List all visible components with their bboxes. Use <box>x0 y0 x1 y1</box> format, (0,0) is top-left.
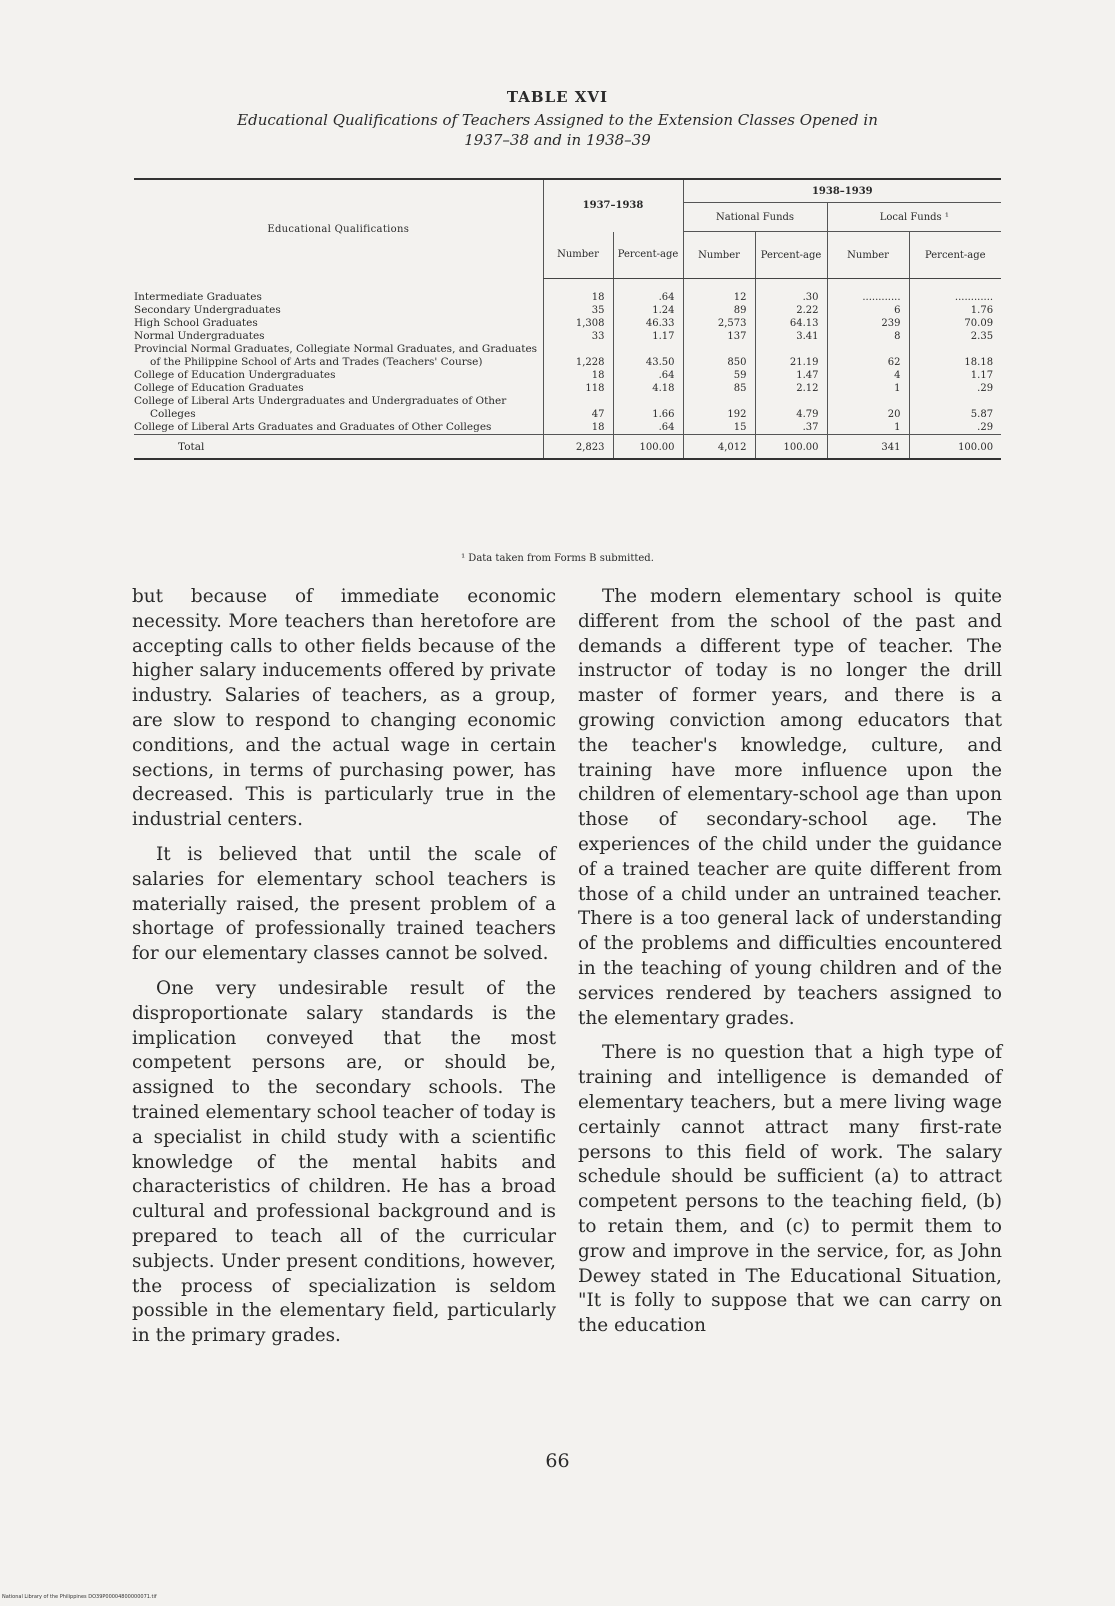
header-local-funds: Local Funds ¹ <box>827 203 1001 232</box>
cell: 8 <box>827 330 909 343</box>
cell: 3.41 <box>755 330 827 343</box>
header-year-1937: 1937–1938 <box>543 179 683 232</box>
paragraph: There is no question that a high type of training and intelligence is demanded of elementary teachers, but a mere living wage certainly cannot attract many first-rate persons to this field of work. The salary schedule should be sufficient (a) to attract competent persons to the teaching field, (b) to retain them, and (c) to permit them to grow and improve in the service, for, as John Dewey stated in The Educational Situation, "It is folly to suppose that we can carry on the education <box>578 1042 1002 1337</box>
table-row <box>134 330 1001 343</box>
header-percentage: Percent-age <box>909 232 1001 279</box>
cell: 5.87 <box>909 395 1001 421</box>
right-column <box>578 585 1002 1349</box>
paragraph: It is believed that until the scale of salaries for elementary school teachers is materially raised, the present problem of a shortage of professionally trained teachers for our elementary classes cannot be solved. <box>132 843 556 965</box>
cell: 43.50 <box>613 343 683 369</box>
cell: 64.13 <box>755 317 827 330</box>
table-row <box>134 317 1001 330</box>
cell: 59 <box>683 369 755 382</box>
page-number: 66 <box>545 1450 570 1472</box>
cell: 4.79 <box>755 395 827 421</box>
table-title: TABLE XVI <box>506 88 609 106</box>
table-row <box>134 382 1001 395</box>
header-number: Number <box>827 232 909 279</box>
paragraph: but because of immediate economic necessity. More teachers than heretofore are accepting calls to other fields because of the higher salary inducements offered by private industry. Salaries of teachers, as a group, are slow to respond to changing economic conditions, and the actual wage in certain sections, in terms of purchasing power, has decreased. This is particularly true in the industrial centers. <box>132 586 556 831</box>
header-national-funds: National Funds <box>683 203 827 232</box>
row-label: Intermediate Graduates <box>134 291 262 303</box>
cell: 341 <box>827 435 909 460</box>
cell: 239 <box>827 317 909 330</box>
qualifications-table <box>134 178 1001 460</box>
cell: 62 <box>827 343 909 369</box>
row-label: Secondary Undergraduates <box>134 304 281 316</box>
header-percentage: Percent-age <box>613 232 683 279</box>
row-label: Normal Undergraduates <box>134 330 265 342</box>
cell: 1.24 <box>613 304 683 317</box>
row-label: College of Education Undergraduates <box>134 369 336 381</box>
cell: 85 <box>683 382 755 395</box>
cell: 70.09 <box>909 317 1001 330</box>
cell: 137 <box>683 330 755 343</box>
cell: 18 <box>543 369 613 382</box>
table-row <box>134 369 1001 382</box>
cell: 1,228 <box>543 343 613 369</box>
total-row <box>134 435 1001 460</box>
cell: 192 <box>683 395 755 421</box>
cell: .64 <box>613 279 683 305</box>
total-label: Total <box>134 435 543 460</box>
cell: .64 <box>613 369 683 382</box>
cell: 1.17 <box>613 330 683 343</box>
cell: 21.19 <box>755 343 827 369</box>
cell: 118 <box>543 382 613 395</box>
cell: .37 <box>755 421 827 435</box>
header-number: Number <box>683 232 755 279</box>
cell: 47 <box>543 395 613 421</box>
cell: 4,012 <box>683 435 755 460</box>
cell: 4.18 <box>613 382 683 395</box>
cell: 20 <box>827 395 909 421</box>
cell: 1.76 <box>909 304 1001 317</box>
caption-line-2: 1937–38 and in 1938–39 <box>464 131 651 149</box>
cell: 100.00 <box>909 435 1001 460</box>
header-qualifications: Educational Qualifications <box>134 179 543 279</box>
cell: 33 <box>543 330 613 343</box>
cell: 15 <box>683 421 755 435</box>
table-footnote: ¹ Data taken from Forms B submitted. <box>461 553 654 564</box>
cell: 1.66 <box>613 395 683 421</box>
table-row <box>134 304 1001 317</box>
cell: ............ <box>827 279 909 305</box>
cell: 2.22 <box>755 304 827 317</box>
cell: 1,308 <box>543 317 613 330</box>
cell: 4 <box>827 369 909 382</box>
cell: ............ <box>909 279 1001 305</box>
left-column <box>132 585 556 1359</box>
table-row <box>134 395 1001 421</box>
table-caption <box>170 110 945 150</box>
paragraph: One very undesirable result of the disproportionate salary standards is the implication conveyed that the most competent persons are, or should be, assigned to the secondary schools. The trained elementary school teacher of today is a specialist in child study with a scientific knowledge of the mental habits and characteristics of children. He has a broad cultural and professional background and is prepared to teach all of the curricular subjects. Under present conditions, however, the process of specialization is seldom possible in the elementary field, particularly in the primary grades. <box>132 977 556 1347</box>
provenance-stamp: National Library of the Philippines DO39P00004800000071.tif <box>2 1594 157 1600</box>
cell: 35 <box>543 304 613 317</box>
row-label: College of Liberal Arts Graduates and Graduates of Other Colleges <box>134 421 492 433</box>
header-percentage: Percent-age <box>755 232 827 279</box>
cell: .29 <box>909 382 1001 395</box>
header-number: Number <box>543 232 613 279</box>
cell: 2.35 <box>909 330 1001 343</box>
cell: 1 <box>827 382 909 395</box>
paragraph: The modern elementary school is quite different from the school of the past and demands a different type of teacher. The instructor of today is no longer the drill master of former years, and there is a growing conviction among educators that the teacher's knowledge, culture, and training have more influence upon the children of elementary-school age than upon those of secondary-school age. The experiences of the child under the guidance of a trained teacher are quite different from those of a child under an untrained teacher. There is a too general lack of understanding of the problems and difficulties encountered in the teaching of young children and of the services rendered by teachers assigned to the elementary grades. <box>578 586 1002 1029</box>
cell: .29 <box>909 421 1001 435</box>
table-row <box>134 279 1001 305</box>
cell: 100.00 <box>755 435 827 460</box>
cell: 850 <box>683 343 755 369</box>
cell: 2,573 <box>683 317 755 330</box>
cell: 18.18 <box>909 343 1001 369</box>
row-label: College of Liberal Arts Undergraduates and Undergraduates of Other Colleges <box>134 395 507 420</box>
row-label: High School Graduates <box>134 317 258 329</box>
cell: 6 <box>827 304 909 317</box>
cell: 12 <box>683 279 755 305</box>
cell: .30 <box>755 279 827 305</box>
cell: 18 <box>543 421 613 435</box>
cell: 18 <box>543 279 613 305</box>
cell: 100.00 <box>613 435 683 460</box>
cell: 1.47 <box>755 369 827 382</box>
cell: 89 <box>683 304 755 317</box>
cell: 2.12 <box>755 382 827 395</box>
cell: .64 <box>613 421 683 435</box>
header-year-1938: 1938–1939 <box>683 179 1001 203</box>
caption-line-1: Educational Qualifications of Teachers Assigned to the Extension Classes Opened in <box>237 111 878 129</box>
cell: 1 <box>827 421 909 435</box>
row-label: College of Education Graduates <box>134 382 304 394</box>
table-row <box>134 421 1001 435</box>
cell: 46.33 <box>613 317 683 330</box>
row-label: Provincial Normal Graduates, Collegiate Normal Graduates, and Graduates of the Philippine School of Arts and Trades (Teachers' Course) <box>134 343 538 368</box>
cell: 1.17 <box>909 369 1001 382</box>
cell: 2,823 <box>543 435 613 460</box>
table-row <box>134 343 1001 369</box>
